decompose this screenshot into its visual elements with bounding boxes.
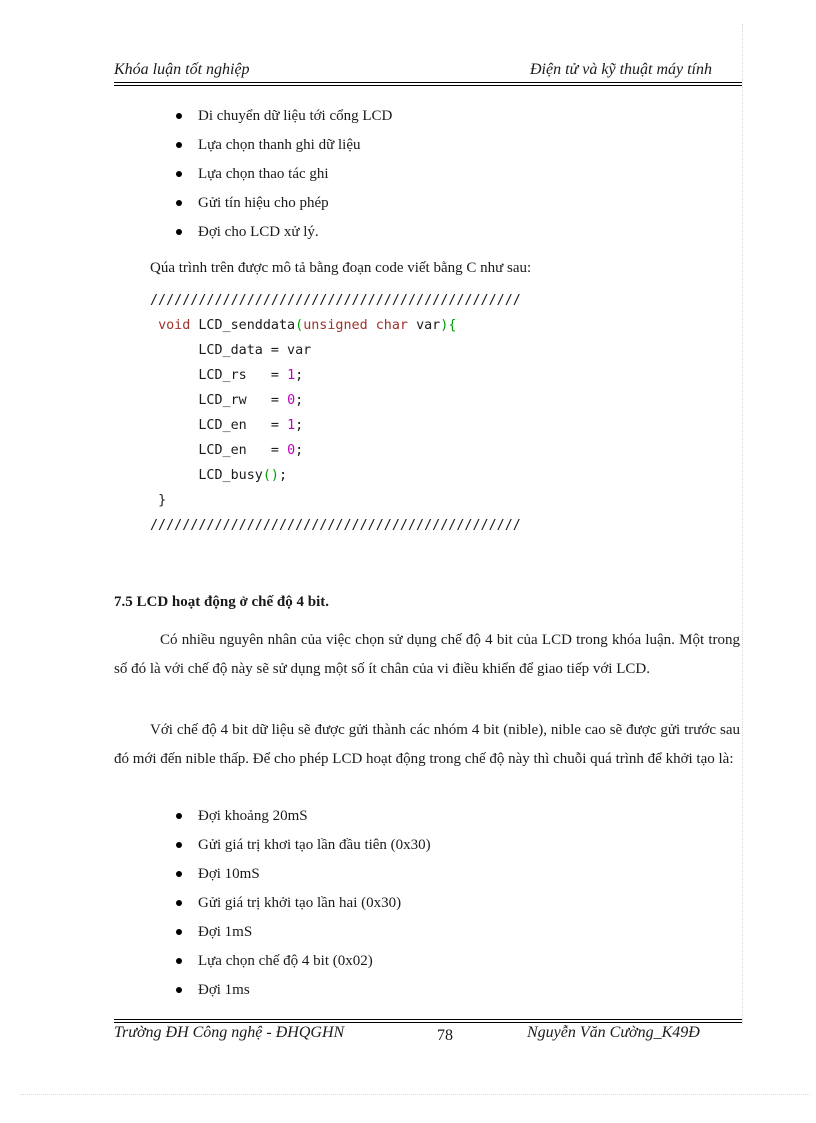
- code-number: 0: [287, 443, 296, 458]
- code-punct: (): [262, 468, 279, 483]
- code-text: ;: [295, 443, 304, 458]
- code-text: }: [158, 493, 167, 508]
- code-keyword: char: [375, 318, 408, 333]
- page-number: 78: [437, 1027, 453, 1044]
- code-line: [150, 438, 521, 463]
- list-item: Gửi giá trị khởi tạo lần hai (0x30): [174, 889, 431, 918]
- list-item: Đợi cho LCD xử lý.: [174, 218, 392, 247]
- code-text: LCD_busy: [198, 468, 263, 483]
- paragraph: Với chế độ 4 bit dữ liệu sẽ được gửi thành các nhóm 4 bit (nible), nible cao sẽ được gửi trước sau đó mới đến nible thấp. Để cho phép LCD hoạt động trong chế độ này thì chuỗi quá trình để khởi tạo là:: [114, 722, 740, 767]
- paragraph: Có nhiều nguyên nhân của việc chọn sử dụng chế độ 4 bit của LCD trong khóa luận. Một trong số đó là với chế độ này sẽ sử dụng một số ít chân của vi điều khiển để giao tiếp với LCD.: [114, 632, 740, 677]
- code-param: var: [416, 318, 441, 333]
- header-rule-thin: [114, 85, 742, 86]
- section-heading: 7.5 LCD hoạt động ở chế độ 4 bit.: [114, 594, 330, 610]
- list-item: Đợi 1mS: [174, 918, 431, 947]
- footer-rule: [114, 1019, 742, 1020]
- code-number: 0: [287, 393, 296, 408]
- footer-institution: Trường ĐH Công nghệ - ĐHQGHN: [114, 1024, 345, 1041]
- list-item: Lựa chọn chế độ 4 bit (0x02): [174, 947, 431, 976]
- code-punct: ): [440, 318, 449, 333]
- code-text: ;: [295, 393, 304, 408]
- list-item: Gửi giá trị khơi tạo lần đầu tiên (0x30): [174, 831, 431, 860]
- footer-author: Nguyễn Văn Cường_K49Đ: [527, 1024, 700, 1041]
- code-punct: {: [448, 318, 457, 333]
- code-text: LCD_data = var: [198, 343, 312, 358]
- code-text: ;: [295, 368, 304, 383]
- bullet-list-init-sequence: [174, 802, 431, 1005]
- code-number: 1: [287, 418, 296, 433]
- code-function-name: LCD_senddata: [198, 318, 296, 333]
- page-shadow-bottom: [20, 1094, 810, 1095]
- code-line: [150, 413, 521, 438]
- list-item: Di chuyển dữ liệu tới cổng LCD: [174, 102, 392, 131]
- code-number: 1: [287, 368, 296, 383]
- code-punct: (: [295, 318, 304, 333]
- footer-rule-thin: [114, 1022, 742, 1023]
- code-keyword: void: [158, 318, 191, 333]
- code-line: [150, 363, 521, 388]
- code-line: [150, 338, 521, 363]
- code-text: LCD_en =: [198, 443, 288, 458]
- list-item: Đợi 10mS: [174, 860, 431, 889]
- code-block: [150, 288, 521, 538]
- code-intro-text: Qúa trình trên được mô tả bằng đoạn code viết bằng C như sau:: [150, 260, 532, 276]
- list-item: Lựa chọn thao tác ghi: [174, 160, 392, 189]
- code-text: ;: [279, 468, 288, 483]
- code-text: ;: [295, 418, 304, 433]
- code-line: [150, 463, 521, 488]
- list-item: Lựa chọn thanh ghi dữ liệu: [174, 131, 392, 160]
- code-rule-bottom: //////////////////////////////////////////////: [150, 518, 521, 533]
- header-right-title: Điện tử và kỹ thuật máy tính: [529, 61, 712, 78]
- header-left-title: Khóa luận tốt nghiệp: [114, 61, 250, 78]
- list-item: Đợi khoảng 20mS: [174, 802, 431, 831]
- code-text: LCD_en =: [198, 418, 288, 433]
- header-rule: [114, 82, 742, 83]
- code-text: LCD_rs =: [198, 368, 288, 383]
- code-line: [150, 488, 521, 513]
- page-header: [114, 58, 742, 82]
- code-line-signature: [150, 313, 521, 338]
- page-shadow-right: [742, 24, 744, 1024]
- code-line: [150, 388, 521, 413]
- code-rule-top: //////////////////////////////////////////////: [150, 293, 521, 308]
- list-item: Gửi tín hiệu cho phép: [174, 189, 392, 218]
- bullet-list-steps: [174, 102, 392, 247]
- code-keyword: unsigned: [303, 318, 368, 333]
- code-text: LCD_rw =: [198, 393, 288, 408]
- list-item: Đợi 1ms: [174, 976, 431, 1005]
